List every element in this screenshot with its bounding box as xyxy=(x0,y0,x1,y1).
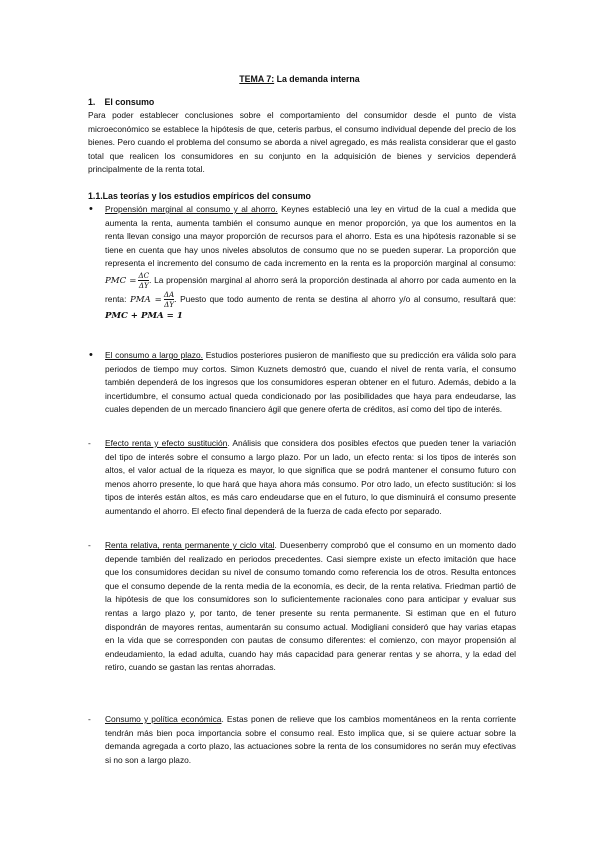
list-item-title: Consumo y política económica xyxy=(105,714,222,724)
formula-pmc-numerator: ΔC xyxy=(138,270,150,280)
formula-pma-fraction xyxy=(164,290,174,309)
list-item-consumo-largo-plazo xyxy=(88,349,516,417)
dash-marker: - xyxy=(88,714,91,724)
document-title xyxy=(0,73,599,87)
title-prefix: TEMA 7: xyxy=(239,74,275,84)
list-item-title: Renta relativa, renta permanente y ciclo vital xyxy=(105,540,275,550)
list-item-body xyxy=(105,437,516,519)
section-1-heading xyxy=(88,96,154,110)
list-item-text: Keynes estableció una ley en virtud de la cual a medida que aumenta la renta, aumenta también el consumo aunque en menor proporción, ya que los aumentos en la renta llevan consigo una mayor proporción de recursos para el ahorro. Esta es una hipótesis razonable si se tiene en cuenta que hay unos niveles absolutos de consumo que no se pueden superar. La proporción que representa el incremento del consumo de cada incremento en la renta es la proporción marginal al consumo: xyxy=(105,204,516,269)
list-item-politica-economica xyxy=(88,713,516,767)
formula-pma-lhs: PMA = xyxy=(129,294,162,305)
list-item-text: . Estas ponen de relieve que los cambios momentáneos en la renta corriente tendrán más bien poca importancia sobre el consumo real. Esto implica que, si se quiere actuar sobre la demanda agregada a corto plazo, las actuaciones sobre la renta de los consumidores no serán muy efectivas si no son a largo plazo. xyxy=(105,714,516,765)
list-item-body xyxy=(105,349,516,417)
formula-pmc-lhs: PMC = xyxy=(105,275,137,286)
formula-pma-denominator: ΔY xyxy=(164,299,174,309)
title-text: La demanda interna xyxy=(274,74,360,84)
list-item-efecto-renta xyxy=(88,437,516,519)
bullet-marker: • xyxy=(89,349,93,361)
formula-pmc-denominator: ΔY xyxy=(138,280,149,290)
section-1-title: El consumo xyxy=(104,97,155,107)
list-item-text: . Análisis que considera dos posibles efectos que pueden tener la variación del tipo de interés sobre el consumo a largo plazo. Por un lado, un efecto renta: si los tipos de interés son altos, el valor actual de la riqueza es mayor, lo que significa que se podrá mantener el consumo futuro con menos ahorro presente, lo que hará que haya ahora más consumo. Por otro lado, un efecto sustitución: si los tipos de interés están altos, es más caro endeudarse que en el futuro, lo que disminuirá el consumo presente aumentando el ahorro. El efecto final dependerá de la fuerza de cada efecto por separado. xyxy=(105,438,516,516)
list-item-body xyxy=(105,203,516,324)
list-item-text: Estudios posteriores pusieron de manifiesto que su predicción era válida solo para periodos de tiempo muy cortos. Simon Kuznets demostró que, cuando el nivel de renta varía, el consumo también dependerá de los ingresos que los consumidores esperan obtener en el futuro. Además, debido a la incertidumbre, el consumo actual queda condicionado por las posibilidades que haya para endeudarse, las cuales dependen de un mercado financiero ágil que genere oferta de créditos, así como del tipo de interés. xyxy=(105,350,516,415)
formula-pmc-fraction xyxy=(138,271,149,290)
bullet-marker: • xyxy=(89,203,93,215)
list-item-text-2: . La propensión marginal al ahorro será la proporción destinada al ahorro por cada aumento en la renta: xyxy=(105,274,516,304)
formula-pma-numerator: ΔA xyxy=(163,289,175,299)
list-item-text-3: . Puesto que todo aumento de renta se destina al ahorro y/o al consumo, resultará que: xyxy=(174,293,516,304)
formula-sum: PMC + PMA = 1 xyxy=(105,310,183,321)
section-1-number: 1. xyxy=(88,97,96,107)
dash-marker: - xyxy=(88,540,91,550)
list-item-title: El consumo a largo plazo. xyxy=(105,350,203,360)
list-item-body xyxy=(105,539,516,675)
list-item-propension xyxy=(88,203,516,324)
dash-marker: - xyxy=(88,438,91,448)
list-item-title: Efecto renta y efecto sustitución xyxy=(105,438,228,448)
section-1-paragraph: Para poder establecer conclusiones sobre el comportamiento del consumidor desde el punto de vista microeconómico se establece la hipótesis de que, ceteris parbus, el consumo individual depende del precio de los bienes. Pero cuando el problema del consumo se aborda a nivel agregado, es más realista considerar que el gasto total que realicen los consumidores en su conjunto en la adquisición de bienes y servicios dependerá principalmente de la renta total. xyxy=(88,110,516,175)
list-item-title: Propensión marginal al consumo y al ahorro. xyxy=(105,204,278,214)
section-1-1-heading: 1.1.Las teorías y los estudios empíricos del consumo xyxy=(88,191,311,201)
list-item-body xyxy=(105,713,516,767)
list-item-renta-relativa xyxy=(88,539,516,675)
list-item-text: . Duesenberry comprobó que el consumo en un momento dado depende también del realizado en periodos precedentes. Casi siempre existe un efecto imitación que hace que los consumidores decidan su nivel de consumo tomando como referencia los de otros. Resulta entonces que el consumo depende de la renta media de la economía, es decir, de la renta relativa. Friedman partió de la hipótesis de que los consumidores son lo suficientemente racionales cono para anticipar y evaluar sus rentas a largo plazo y, por tanto, de tener presente su renta permanente. Si estiman que en el futuro dispondrán de mayores rentas, aumentarán su consumo actual. Modigliani consideró que hay varias etapas en la vida que se corresponden con pautas de consumo diferentes: el comienzo, con mayor propensión al endeudamiento, la edad adulta, cuando hay más capacidad para generar rentas y se ahorra, y la edad del retiro, cuando se gastan las rentas ahorradas. xyxy=(105,540,516,673)
